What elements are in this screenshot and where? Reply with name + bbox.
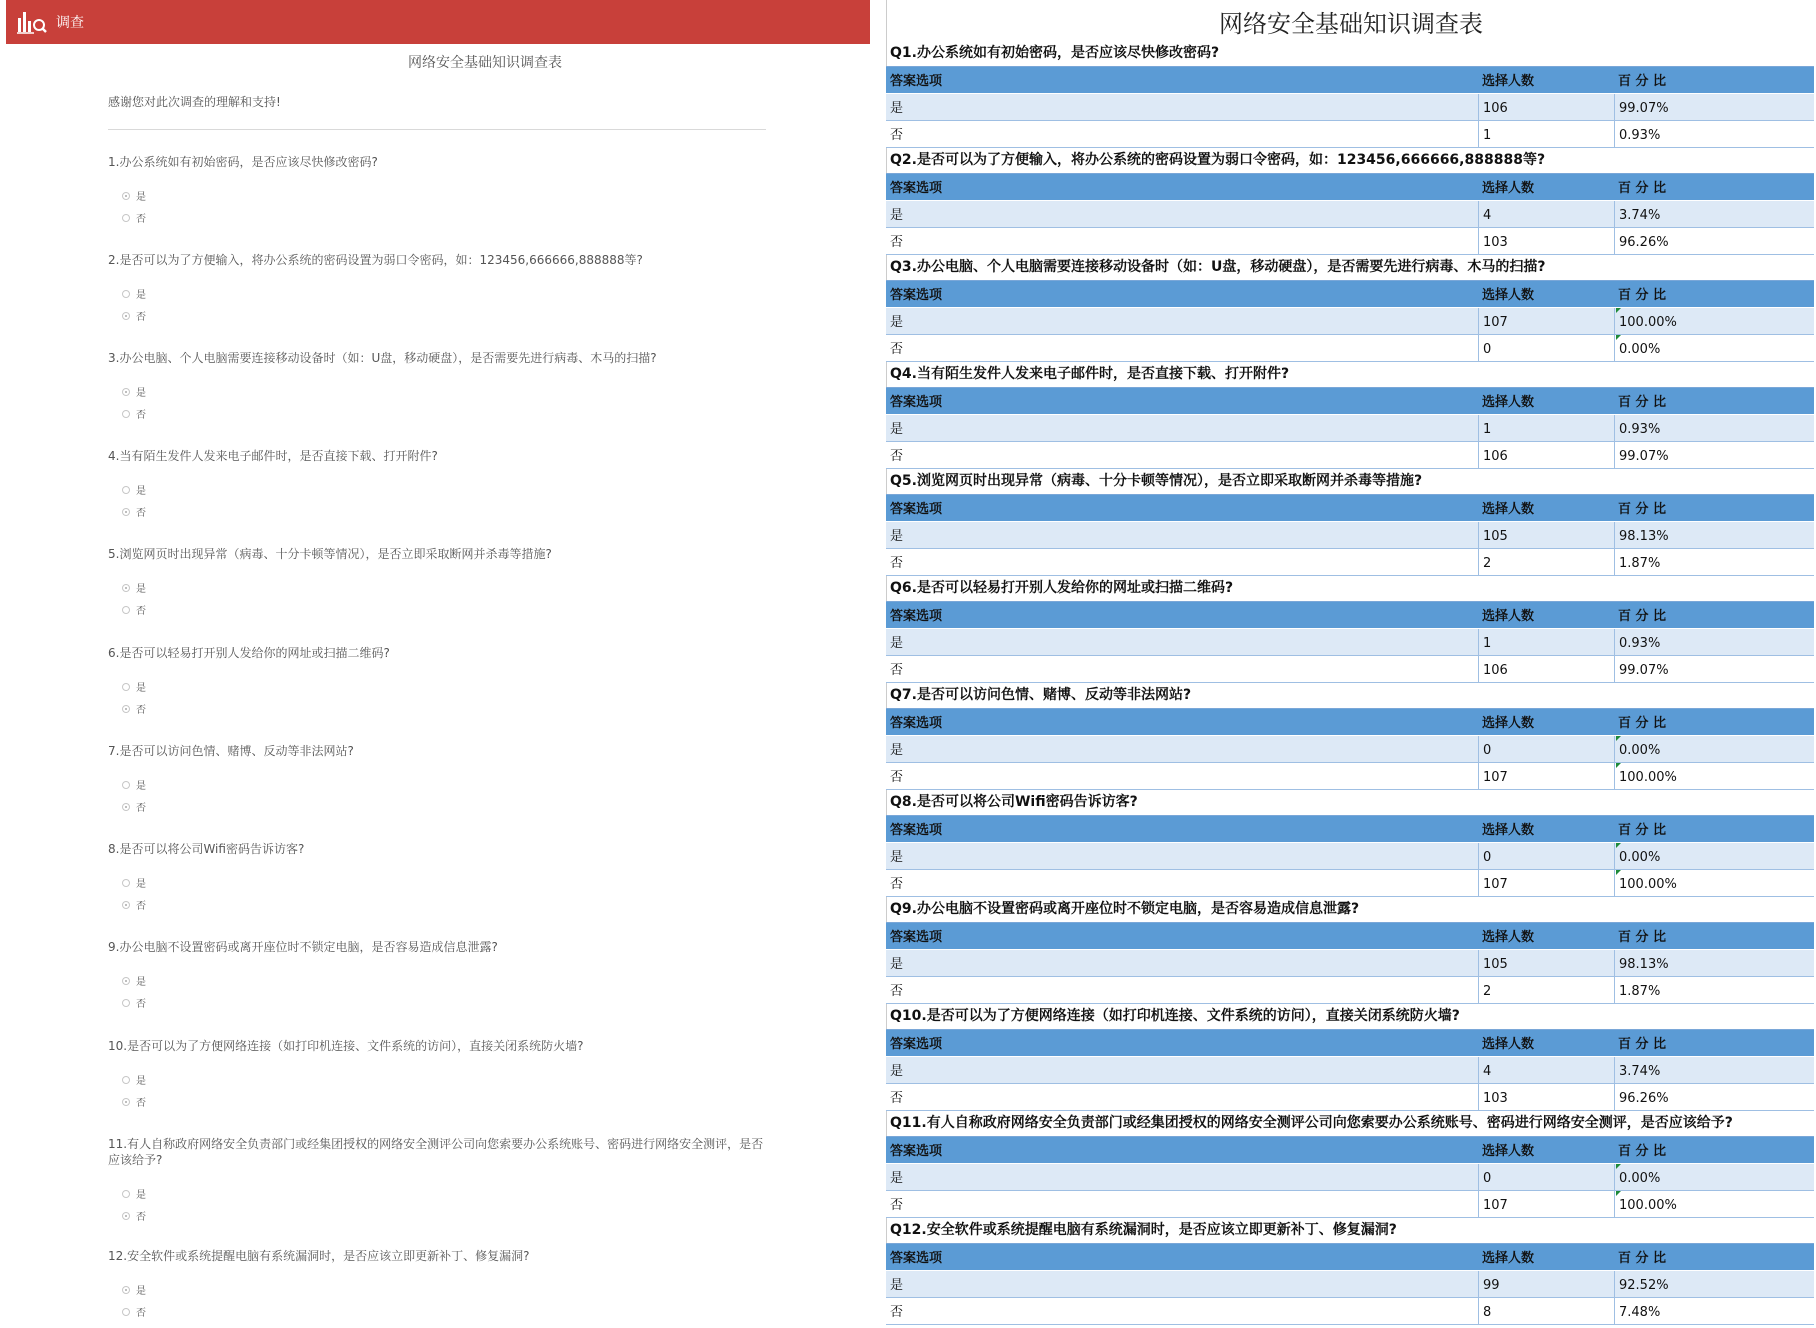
radio-option[interactable]	[122, 701, 146, 716]
table-cell: 106	[1478, 442, 1614, 468]
table-cell: 92.52%	[1614, 1271, 1814, 1297]
table-cell: 99.07%	[1614, 94, 1814, 120]
table-cell: 105	[1478, 522, 1614, 548]
table-cell: 是	[890, 315, 904, 330]
table-cell: 96.26%	[1614, 228, 1814, 254]
table-header-cell: 答案选项	[890, 1251, 943, 1266]
table-header-cell: 选择人数	[1482, 716, 1535, 731]
table-cell: 1	[1478, 415, 1614, 441]
question-text: 10.是否可以为了方便网络连接（如打印机连接、文件系统的访问），直接关闭系统防火墙?	[108, 1039, 584, 1053]
table-cell: 是	[890, 529, 904, 544]
option-label: 是	[136, 781, 146, 792]
table-cell: 是	[890, 101, 904, 116]
table-cell: 否	[890, 556, 904, 571]
table-cell: 否	[890, 128, 904, 143]
option-label: 否	[136, 901, 146, 912]
table-cell: 99.07%	[1614, 442, 1814, 468]
table-cell: 0.93%	[1614, 415, 1814, 441]
radio-option[interactable]	[122, 1094, 146, 1109]
table-header-cell: 答案选项	[890, 716, 943, 731]
radio-button[interactable]	[122, 1190, 130, 1198]
table-cell: 4	[1478, 1057, 1614, 1083]
table-row	[886, 656, 1814, 683]
option-label: 否	[136, 1212, 146, 1223]
table-cell: 107	[1478, 1191, 1614, 1217]
table-cell: 是	[890, 1064, 904, 1079]
radio-button[interactable]	[122, 1076, 130, 1084]
table-cell: 0.93%	[1614, 121, 1814, 147]
option-label: 是	[136, 192, 146, 203]
table-header-cell: 百 分 比	[1618, 823, 1667, 838]
radio-option[interactable]	[122, 504, 146, 519]
table-cell: 否	[890, 235, 904, 250]
table-cell: 100.00%	[1614, 1191, 1814, 1217]
radio-button[interactable]	[122, 192, 130, 200]
radio-option[interactable]	[122, 995, 146, 1010]
table-cell: 是	[890, 1171, 904, 1186]
table-header-cell: 百 分 比	[1618, 288, 1667, 303]
table-cell: 0	[1478, 843, 1614, 869]
cell-marker-icon	[1616, 308, 1621, 313]
survey-thanks-text: 感谢您对此次调查的理解和支持!	[108, 95, 281, 109]
table-cell: 0	[1478, 736, 1614, 762]
result-question: Q6.是否可以轻易打开别人发给你的网址或扫描二维码?	[886, 575, 1814, 602]
question-text: 9.办公电脑不设置密码或离开座位时不锁定电脑，是否容易造成信息泄露?	[108, 940, 498, 954]
option-label: 是	[136, 584, 146, 595]
radio-option[interactable]	[122, 1186, 146, 1201]
table-header-cell: 选择人数	[1482, 74, 1535, 89]
table-row	[886, 442, 1814, 469]
radio-option[interactable]	[122, 188, 146, 203]
table-header-cell: 答案选项	[890, 1144, 943, 1159]
table-header-cell: 百 分 比	[1618, 74, 1667, 89]
option-label: 是	[136, 290, 146, 301]
table-row	[886, 335, 1814, 362]
radio-option[interactable]	[122, 973, 146, 988]
table-header-cell: 百 分 比	[1618, 609, 1667, 624]
radio-option[interactable]	[122, 602, 146, 617]
survey-question	[108, 939, 768, 1010]
table-header-row	[886, 1137, 1814, 1164]
divider	[108, 129, 766, 130]
bar-chart-search-icon[interactable]	[16, 8, 48, 36]
result-question: Q4.当有陌生发件人发来电子邮件时，是否直接下载、打开附件?	[886, 361, 1814, 388]
radio-option[interactable]	[122, 875, 146, 890]
radio-option[interactable]	[122, 1072, 146, 1087]
table-cell: 107	[1478, 763, 1614, 789]
table-cell: 1.87%	[1614, 549, 1814, 575]
survey-question	[108, 546, 768, 617]
table-header-cell: 答案选项	[890, 609, 943, 624]
table-row	[886, 201, 1814, 228]
survey-question	[108, 252, 768, 323]
table-cell: 3.74%	[1614, 201, 1814, 227]
table-row	[886, 415, 1814, 442]
table-cell: 1	[1478, 629, 1614, 655]
table-row	[886, 522, 1814, 549]
cell-marker-icon	[1616, 736, 1621, 741]
survey-question	[108, 448, 768, 519]
table-cell: 否	[890, 1305, 904, 1320]
table-header-row	[886, 709, 1814, 736]
table-cell: 106	[1478, 656, 1614, 682]
table-header-cell: 百 分 比	[1618, 502, 1667, 517]
table-header-cell: 百 分 比	[1618, 1251, 1667, 1266]
table-cell: 1.87%	[1614, 977, 1814, 1003]
table-cell: 107	[1478, 308, 1614, 334]
table-cell: 是	[890, 957, 904, 972]
radio-button[interactable]	[122, 683, 130, 691]
table-header-cell: 选择人数	[1482, 181, 1535, 196]
table-cell: 否	[890, 984, 904, 999]
result-question: Q3.办公电脑、个人电脑需要连接移动设备时（如：U盘，移动硬盘），是否需要先进行病毒、木马的扫描?	[886, 254, 1814, 281]
question-text: 2.是否可以为了方便输入，将办公系统的密码设置为弱口令密码，如：123456,666666,888888等?	[108, 253, 643, 267]
radio-button[interactable]	[122, 705, 130, 713]
table-cell: 8	[1478, 1298, 1614, 1324]
result-question: Q11.有人自称政府网络安全负责部门或经集团授权的网络安全测评公司向您索要办公系统账号、密码进行网络安全测评，是否应该给予?	[886, 1110, 1814, 1137]
survey-question	[108, 154, 768, 225]
cell-marker-icon	[1616, 1164, 1621, 1169]
table-row	[886, 1057, 1814, 1084]
table-header-row	[886, 388, 1814, 415]
option-label: 是	[136, 977, 146, 988]
radio-option[interactable]	[122, 1304, 146, 1319]
table-cell: 107	[1478, 870, 1614, 896]
nav-label[interactable]: 调查	[56, 15, 84, 31]
cell-marker-icon	[1616, 763, 1621, 768]
option-label: 是	[136, 683, 146, 694]
cell-marker-icon	[1616, 335, 1621, 340]
radio-button[interactable]	[122, 1308, 130, 1316]
table-row	[886, 736, 1814, 763]
table-row	[886, 308, 1814, 335]
table-cell: 2	[1478, 977, 1614, 1003]
result-block	[886, 147, 1814, 255]
radio-option[interactable]	[122, 210, 146, 225]
question-text: 4.当有陌生发件人发来电子邮件时，是否直接下载、打开附件?	[108, 449, 438, 463]
option-label: 是	[136, 388, 146, 399]
table-row	[886, 763, 1814, 790]
radio-button[interactable]	[122, 879, 130, 887]
option-label: 是	[136, 1286, 146, 1297]
radio-button[interactable]	[122, 508, 130, 516]
table-cell: 103	[1478, 1084, 1614, 1110]
table-row	[886, 843, 1814, 870]
option-label: 否	[136, 508, 146, 519]
result-question: Q12.安全软件或系统提醒电脑有系统漏洞时，是否应该立即更新补丁、修复漏洞?	[886, 1217, 1814, 1244]
survey-question	[108, 841, 768, 912]
radio-option[interactable]	[122, 1282, 146, 1297]
table-row	[886, 629, 1814, 656]
result-block	[886, 40, 1814, 148]
table-cell: 0.00%	[1614, 843, 1814, 869]
table-header-row	[886, 1244, 1814, 1271]
table-header-row	[886, 1030, 1814, 1057]
table-cell: 0	[1478, 1164, 1614, 1190]
table-row	[886, 870, 1814, 897]
table-row	[886, 1271, 1814, 1298]
radio-button[interactable]	[122, 290, 130, 298]
table-cell: 0.00%	[1614, 1164, 1814, 1190]
table-cell: 100.00%	[1614, 870, 1814, 896]
report-title: 网络安全基础知识调查表	[1219, 10, 1483, 38]
option-label: 否	[136, 214, 146, 225]
radio-button[interactable]	[122, 312, 130, 320]
result-block	[886, 682, 1814, 790]
table-cell: 2	[1478, 549, 1614, 575]
radio-button[interactable]	[122, 1098, 130, 1106]
table-cell: 100.00%	[1614, 763, 1814, 789]
table-header-row	[886, 67, 1814, 94]
option-label: 否	[136, 1308, 146, 1319]
survey-question	[108, 1038, 768, 1109]
cell-marker-icon	[1616, 870, 1621, 875]
results-report	[886, 0, 1816, 1318]
option-label: 否	[136, 803, 146, 814]
table-cell: 0.00%	[1614, 736, 1814, 762]
table-header-cell: 百 分 比	[1618, 395, 1667, 410]
radio-option[interactable]	[122, 286, 146, 301]
result-block	[886, 1217, 1814, 1325]
result-block	[886, 468, 1814, 576]
table-cell: 否	[890, 449, 904, 464]
radio-option[interactable]	[122, 406, 146, 421]
radio-button[interactable]	[122, 803, 130, 811]
radio-button[interactable]	[122, 781, 130, 789]
table-cell: 是	[890, 850, 904, 865]
table-header-cell: 答案选项	[890, 288, 943, 303]
table-header-cell: 选择人数	[1482, 1037, 1535, 1052]
table-header-row	[886, 602, 1814, 629]
result-block	[886, 789, 1814, 897]
result-question: Q7.是否可以访问色情、赌博、反动等非法网站?	[886, 682, 1814, 709]
table-cell: 103	[1478, 228, 1614, 254]
option-label: 是	[136, 1190, 146, 1201]
table-header-cell: 选择人数	[1482, 502, 1535, 517]
table-row	[886, 1084, 1814, 1111]
table-cell: 3.74%	[1614, 1057, 1814, 1083]
survey-question	[108, 743, 768, 814]
table-cell: 1	[1478, 121, 1614, 147]
radio-button[interactable]	[122, 584, 130, 592]
table-header-cell: 百 分 比	[1618, 1144, 1667, 1159]
table-cell: 4	[1478, 201, 1614, 227]
table-row	[886, 1164, 1814, 1191]
radio-button[interactable]	[122, 1212, 130, 1220]
table-header-row	[886, 816, 1814, 843]
option-label: 否	[136, 410, 146, 421]
table-header-cell: 答案选项	[890, 930, 943, 945]
result-question: Q9.办公电脑不设置密码或离开座位时不锁定电脑，是否容易造成信息泄露?	[886, 896, 1814, 923]
table-cell: 是	[890, 1278, 904, 1293]
table-cell: 是	[890, 208, 904, 223]
survey-title: 网络安全基础知识调查表	[408, 55, 562, 71]
table-cell: 是	[890, 636, 904, 651]
option-label: 是	[136, 486, 146, 497]
table-cell: 105	[1478, 950, 1614, 976]
table-cell: 否	[890, 342, 904, 357]
table-cell: 否	[890, 1198, 904, 1213]
table-header-cell: 百 分 比	[1618, 181, 1667, 196]
table-header-cell: 选择人数	[1482, 609, 1535, 624]
cell-marker-icon	[1616, 1191, 1621, 1196]
cell-marker-icon	[1616, 843, 1621, 848]
radio-button[interactable]	[122, 410, 130, 418]
table-header-cell: 选择人数	[1482, 930, 1535, 945]
table-row	[886, 121, 1814, 148]
table-cell: 99	[1478, 1271, 1614, 1297]
radio-button[interactable]	[122, 977, 130, 985]
radio-button[interactable]	[122, 606, 130, 614]
table-cell: 0.93%	[1614, 629, 1814, 655]
table-header-cell: 答案选项	[890, 181, 943, 196]
option-label: 是	[136, 1076, 146, 1087]
table-cell: 否	[890, 877, 904, 892]
table-row	[886, 950, 1814, 977]
table-row	[886, 94, 1814, 121]
result-question: Q2.是否可以为了方便输入，将办公系统的密码设置为弱口令密码，如：123456,666666,888888等?	[886, 147, 1814, 174]
table-header-row	[886, 923, 1814, 950]
question-text: 1.办公系统如有初始密码，是否应该尽快修改密码?	[108, 155, 378, 169]
table-row	[886, 1191, 1814, 1218]
option-label: 否	[136, 606, 146, 617]
radio-option[interactable]	[122, 897, 146, 912]
question-text: 5.浏览网页时出现异常（病毒、十分卡顿等情况），是否立即采取断网并杀毒等措施?	[108, 547, 552, 561]
question-text: 12.安全软件或系统提醒电脑有系统漏洞时，是否应该立即更新补丁、修复漏洞?	[108, 1249, 530, 1263]
result-block	[886, 361, 1814, 469]
top-nav-bar	[6, 0, 870, 44]
table-header-cell: 答案选项	[890, 823, 943, 838]
survey-panel	[0, 0, 870, 1318]
radio-button[interactable]	[122, 1286, 130, 1294]
option-label: 否	[136, 312, 146, 323]
table-cell: 106	[1478, 94, 1614, 120]
result-block	[886, 575, 1814, 683]
question-text: 7.是否可以访问色情、赌博、反动等非法网站?	[108, 744, 354, 758]
table-header-cell: 选择人数	[1482, 1251, 1535, 1266]
table-header-row	[886, 281, 1814, 308]
table-cell: 98.13%	[1614, 522, 1814, 548]
radio-button[interactable]	[122, 999, 130, 1007]
table-header-row	[886, 174, 1814, 201]
question-text: 11.有人自称政府网络安全负责部门或经集团授权的网络安全测评公司向您索要办公系统账号、密码进行网络安全测评，是否应该给予?	[108, 1137, 764, 1167]
table-cell: 是	[890, 743, 904, 758]
table-cell: 98.13%	[1614, 950, 1814, 976]
table-cell: 99.07%	[1614, 656, 1814, 682]
table-row	[886, 228, 1814, 255]
table-header-cell: 选择人数	[1482, 395, 1535, 410]
radio-option[interactable]	[122, 1208, 146, 1223]
radio-button[interactable]	[122, 388, 130, 396]
table-row	[886, 977, 1814, 1004]
option-label: 否	[136, 1098, 146, 1109]
question-text: 3.办公电脑、个人电脑需要连接移动设备时（如：U盘，移动硬盘），是否需要先进行病毒、木马的扫描?	[108, 351, 657, 365]
table-header-cell: 答案选项	[890, 502, 943, 517]
radio-option[interactable]	[122, 580, 146, 595]
table-header-cell: 选择人数	[1482, 288, 1535, 303]
option-label: 是	[136, 879, 146, 890]
result-question: Q5.浏览网页时出现异常（病毒、十分卡顿等情况），是否立即采取断网并杀毒等措施?	[886, 468, 1814, 495]
table-row	[886, 549, 1814, 576]
radio-option[interactable]	[122, 679, 146, 694]
table-header-cell: 选择人数	[1482, 1144, 1535, 1159]
option-label: 否	[136, 999, 146, 1010]
table-header-cell: 选择人数	[1482, 823, 1535, 838]
survey-question	[108, 1248, 768, 1319]
table-cell: 0.00%	[1614, 335, 1814, 361]
table-cell: 0	[1478, 335, 1614, 361]
table-header-cell: 百 分 比	[1618, 1037, 1667, 1052]
table-header-cell: 百 分 比	[1618, 930, 1667, 945]
radio-button[interactable]	[122, 486, 130, 494]
question-text: 6.是否可以轻易打开别人发给你的网址或扫描二维码?	[108, 646, 390, 660]
table-cell: 96.26%	[1614, 1084, 1814, 1110]
survey-question	[108, 350, 768, 421]
table-header-cell: 答案选项	[890, 74, 943, 89]
table-header-cell: 答案选项	[890, 1037, 943, 1052]
radio-option[interactable]	[122, 777, 146, 792]
survey-question	[108, 645, 768, 716]
result-block	[886, 896, 1814, 1004]
radio-button[interactable]	[122, 214, 130, 222]
table-cell: 否	[890, 1091, 904, 1106]
result-block	[886, 1110, 1814, 1218]
result-block	[886, 1003, 1814, 1111]
result-question: Q8.是否可以将公司Wifi密码告诉访客?	[886, 789, 1814, 816]
result-question: Q10.是否可以为了方便网络连接（如打印机连接、文件系统的访问），直接关闭系统防火墙?	[886, 1003, 1814, 1030]
radio-option[interactable]	[122, 799, 146, 814]
survey-question	[108, 1136, 768, 1223]
option-label: 否	[136, 705, 146, 716]
result-question: Q1.办公系统如有初始密码，是否应该尽快修改密码?	[886, 40, 1814, 67]
radio-option[interactable]	[122, 384, 146, 399]
radio-button[interactable]	[122, 901, 130, 909]
table-cell: 否	[890, 770, 904, 785]
table-header-row	[886, 495, 1814, 522]
question-text: 8.是否可以将公司Wifi密码告诉访客?	[108, 842, 305, 856]
table-cell: 100.00%	[1614, 308, 1814, 334]
radio-option[interactable]	[122, 482, 146, 497]
table-cell: 7.48%	[1614, 1298, 1814, 1324]
table-header-cell: 答案选项	[890, 395, 943, 410]
result-block	[886, 254, 1814, 362]
table-cell: 是	[890, 422, 904, 437]
table-row	[886, 1298, 1814, 1325]
table-cell: 否	[890, 663, 904, 678]
radio-option[interactable]	[122, 308, 146, 323]
table-header-cell: 百 分 比	[1618, 716, 1667, 731]
